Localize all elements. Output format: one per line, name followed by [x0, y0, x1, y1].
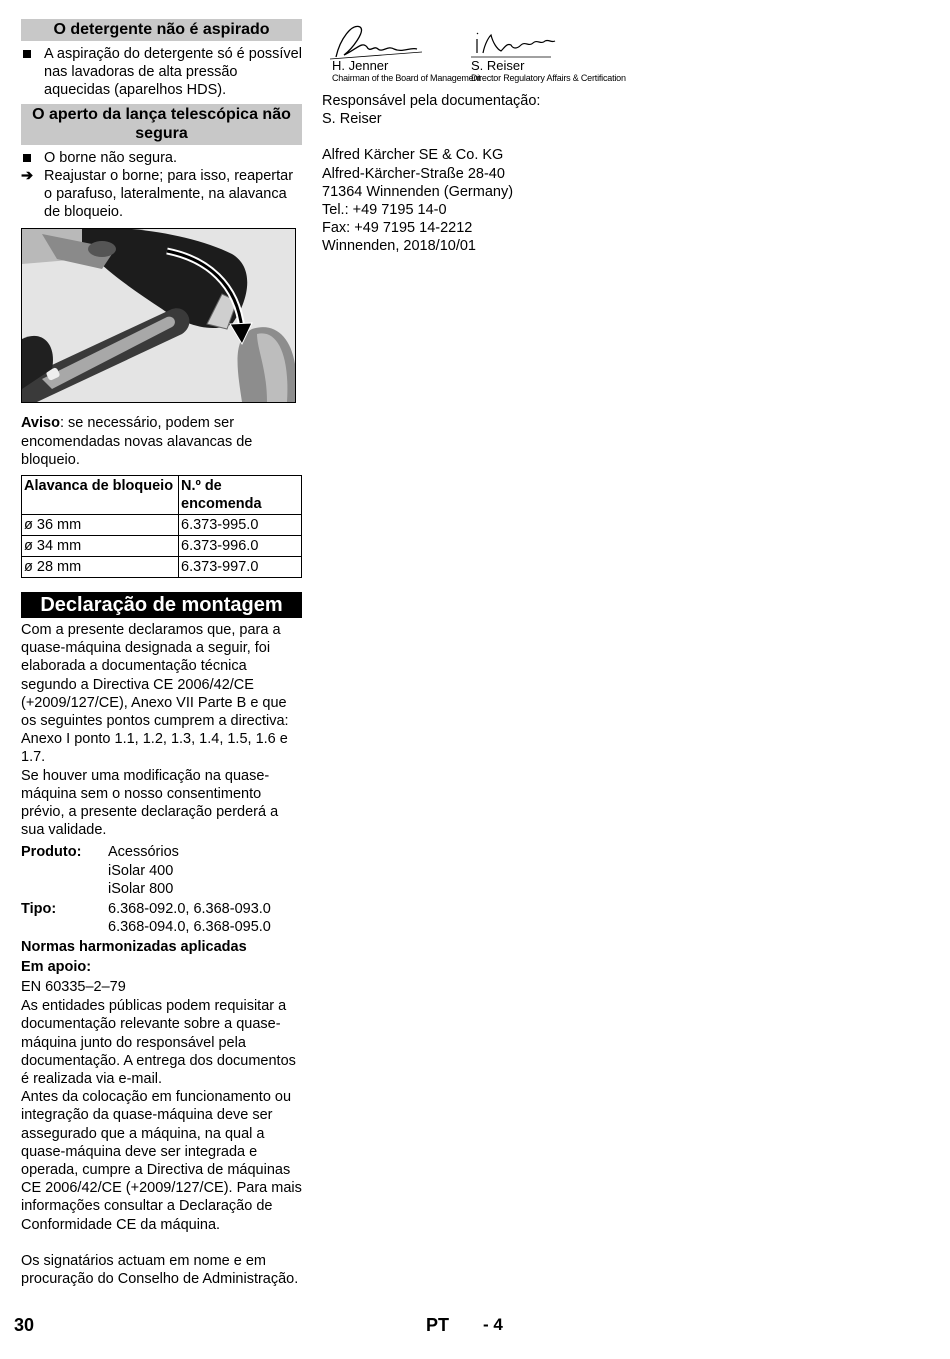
standard-reference: EN 60335–2–79: [21, 978, 126, 995]
signatory-name: H. Jenner: [332, 58, 389, 73]
declaration-paragraph: As entidades públicas podem requisitar a documentação relevante sobre a quase-máquina junto do responsável pela documentação. A entrega dos documentos é realizada via e-mail.: [21, 998, 296, 1087]
product-line: iSolar 800: [108, 880, 174, 897]
documentation-responsible-label: Responsável pela documentação:: [322, 93, 541, 109]
clamp-adjustment-photo: [21, 228, 296, 403]
table-cell: ø 34 mm: [22, 536, 179, 557]
declaration-paragraph: Com a presente declaramos que, para a quase-máquina designada a seguir, foi elaborada a documentação técnica segundo a Directiva CE 2006/42/CE (+2009/127/CE), Anexo VII Parte B e que os seguintes pontos cumprem a directiva:: [21, 622, 289, 730]
table-row: [22, 557, 302, 578]
declaration-paragraph: Antes da colocação em funcionamento ou integração da quase-máquina deve ser assegurado que a máquina, na qual a quase-máquina deve ser integrada e operada, cumpre a Directiva de máquinas CE 2006/42/CE (+2009/127/CE). Para mais informações consultar a Declaração de Conformidade CE da máquina.: [21, 1089, 302, 1233]
left-column: [21, 19, 302, 1288]
declaration-title: Declaração de montagem: [21, 592, 302, 618]
page-number: 30: [14, 1315, 35, 1335]
signatory-role: Chairman of the Board of Management: [332, 73, 481, 83]
order-number-table: [21, 475, 302, 578]
arrow-right-icon: ➔: [21, 167, 34, 184]
signatures: [322, 19, 626, 89]
table-cell: 6.373-996.0: [179, 536, 302, 557]
signatory-role: Director Regulatory Affairs & Certification: [471, 73, 626, 83]
table-cell: ø 36 mm: [22, 515, 179, 536]
company-phone: Tel.: +49 7195 14-0: [322, 202, 447, 219]
bullet-item: O borne não segura.: [21, 149, 302, 167]
square-bullet-icon: [21, 149, 39, 167]
table-row: [22, 536, 302, 557]
right-column: [322, 19, 626, 256]
table-cell: ø 28 mm: [22, 557, 179, 578]
table-cell: 6.373-997.0: [179, 557, 302, 578]
documentation-responsible-name: S. Reiser: [322, 111, 382, 128]
type-line: 6.368-094.0, 6.368-095.0: [108, 919, 271, 936]
bullet-item: A aspiração do detergente só é possível nas lavadoras de alta pressão aquecidas (aparelhos HDS).: [21, 45, 302, 100]
product-field: Produto: Acessórios iSolar 400 iSolar 800: [21, 844, 179, 897]
section-title-telescopic-lance: O aperto da lança telescópica não segura: [21, 104, 302, 145]
declaration-paragraph: Se houver uma modificação na quase-máquina sem o nosso consentimento prévio, a presente declaração perderá a sua validade.: [21, 767, 279, 839]
table-header: Alavanca de bloqueio: [22, 476, 179, 515]
table-header: N.º de encomenda: [179, 476, 302, 515]
signature-jenner: [322, 19, 481, 83]
action-item: ➔ Reajustar o borne; para isso, reapertar o parafuso, lateralmente, na alavanca de bloqueio.: [21, 167, 294, 221]
type-line: 6.368-092.0, 6.368-093.0: [108, 901, 271, 918]
product-line: Acessórios: [108, 844, 179, 861]
square-bullet-icon: [21, 45, 39, 63]
table-row: [22, 515, 302, 536]
company-fax: Fax: +49 7195 14-2212: [322, 220, 473, 237]
type-field: Tipo: 6.368-092.0, 6.368-093.0 6.368-094.0, 6.368-095.0: [21, 901, 271, 936]
signatory-name: S. Reiser: [471, 58, 525, 73]
note-paragraph: Aviso: se necessário, podem ser encomendadas novas alavancas de bloqueio.: [21, 415, 253, 468]
language-code: PT: [426, 1315, 450, 1335]
company-street: Alfred-Kärcher-Straße 28-40: [322, 165, 505, 182]
table-cell: 6.373-995.0: [179, 515, 302, 536]
declaration-paragraph: Anexo I ponto 1.1, 1.2, 1.3, 1.4, 1.5, 1.6 e 1.7.: [21, 731, 288, 766]
section-number: - 4: [483, 1315, 503, 1334]
product-line: iSolar 400: [108, 862, 174, 879]
section-title-detergent: O detergente não é aspirado: [21, 19, 302, 41]
signature-reiser: [461, 19, 626, 83]
table-header-row: [22, 476, 302, 515]
company-address: [322, 146, 622, 255]
declaration-paragraph: Os signatários actuam em nome e em procuração do Conselho de Administração.: [21, 1252, 299, 1287]
company-name: Alfred Kärcher SE & Co. KG: [322, 147, 504, 164]
supporting-heading: Em apoio:: [21, 958, 92, 975]
company-city: 71364 Winnenden (Germany): [322, 183, 514, 200]
place-and-date: Winnenden, 2018/10/01: [322, 238, 476, 255]
harmonized-standards-heading: Normas harmonizadas aplicadas: [21, 939, 247, 956]
clamp-adjustment-illustration: [22, 229, 295, 402]
